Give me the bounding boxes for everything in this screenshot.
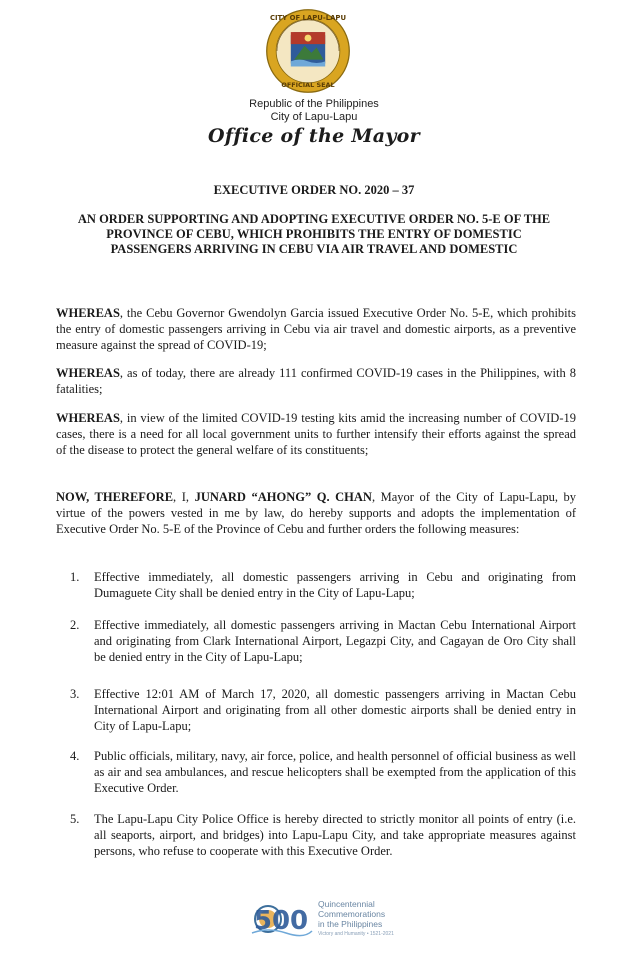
- now-therefore-clause: NOW, THEREFORE, I, JUNARD “AHONG” Q. CHAN, Mayor of the City of Lapu-Lapu, by virtue of the powers vested in me by law, do hereby supports and adopts the implementation of Executive Order No. 5-E of the Province of Cebu and further orders the following measures:: [56, 490, 577, 536]
- measure-item: 1. Effective immediately, all domestic passengers arriving in Cebu and originating from Dumaguete City shall be denied entry in the City of Lapu-Lapu;: [70, 570, 576, 600]
- quincentennial-caption: Quincentennial Commemorations in the Philippines Victory and Humanity • 1521-2021: [318, 899, 394, 937]
- office-of-the-mayor: Office of the Mayor: [208, 125, 420, 147]
- svg-text:CITY OF LAPU-LAPU: CITY OF LAPU-LAPU: [269, 14, 347, 23]
- executive-order-title: AN ORDER SUPPORTING AND ADOPTING EXECUTIVE ORDER NO. 5-E OF THE PROVINCE OF CEBU, WHICH PROHIBITS THE ENTRY OF DOMESTIC PASSENGERS ARRIVING IN CEBU VIA AIR TRAVEL AND DOMESTIC: [77, 212, 551, 256]
- measure-item: 3. Effective 12:01 AM of March 17, 2020, all domestic passengers arriving in Mactan Cebu International Airport and originating from all other domestic airports shall be denied entry in City of Lapu-Lapu;: [70, 687, 576, 733]
- quincentennial-500-logo-icon: [246, 897, 316, 941]
- whereas-clause-3: WHEREAS, in view of the limited COVID-19 testing kits amid the increasing number of COVID-19 cases, there is a need for all local government units to further intensify their efforts against the spread of the disease to protect the general welfare of its constituents;: [56, 411, 576, 457]
- measure-item: 2. Effective immediately, all domestic passengers arriving in Mactan Cebu International Airport and originating from Clark International Airport, Legazpi City, and Cagayan de Oro City shall be denied entry in the City of Lapu-Lapu;: [70, 618, 576, 664]
- whereas-clause-2: WHEREAS, as of today, there are already 111 confirmed COVID-19 cases in the Philippines, with 8 fatalities;: [56, 366, 576, 396]
- executive-order-number: EXECUTIVE ORDER NO. 2020 – 37: [213, 183, 415, 197]
- svg-text:500: 500: [253, 906, 309, 936]
- republic-line: Republic of the Philippines: [249, 98, 379, 110]
- whereas-clause-1: WHEREAS, the Cebu Governor Gwendolyn Garcia issued Executive Order No. 5-E, which prohibits the entry of domestic passengers arriving in Cebu via air travel and domestic airports, as a preventive measure against the spread of COVID-19;: [56, 306, 576, 352]
- measure-item: 5. The Lapu-Lapu City Police Office is hereby directed to strictly monitor all points of entry (i.e. all seaports, airport, and bridges) into Lapu-Lapu City, and take appropriate measures against persons, who refuse to cooperate with this Executive Order.: [70, 812, 576, 858]
- official-seal-icon: [265, 8, 351, 94]
- svg-text:OFFICIAL SEAL: OFFICIAL SEAL: [281, 81, 335, 90]
- city-line: City of Lapu-Lapu: [270, 111, 358, 123]
- measure-item: 4. Public officials, military, navy, air force, police, and health personnel of official business as well as air and sea ambulances, and rescue helicopters shall be exempted from the application of this Executive Order.: [70, 749, 576, 795]
